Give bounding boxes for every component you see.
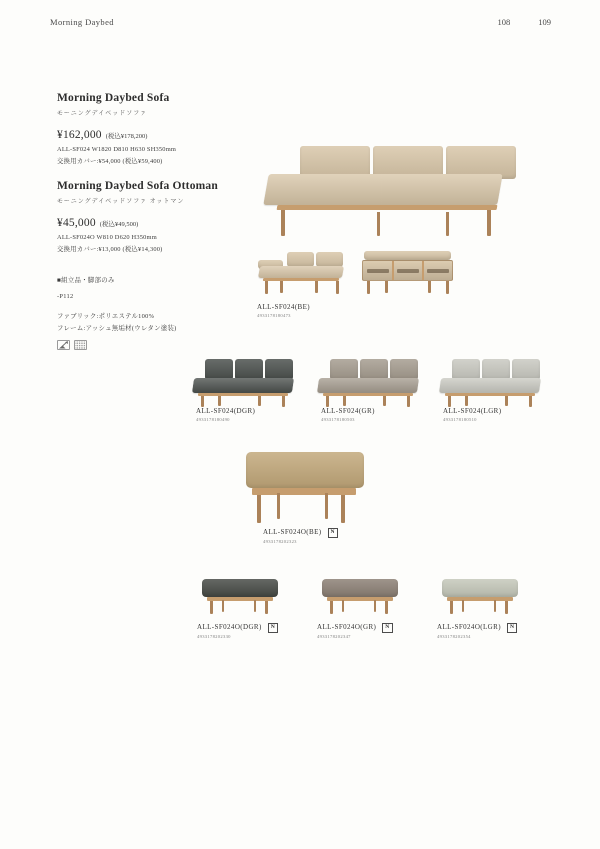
sofa-image-gr	[318, 357, 418, 407]
sofa-image-lgr	[440, 357, 540, 407]
sofa-thumb-back-be	[360, 249, 455, 297]
sofa-price-row	[57, 125, 252, 143]
product-ean: 4933178202347	[317, 634, 351, 640]
sofa-cover-price: 交換用カバー:¥54,000 (税込¥59,400)	[57, 158, 163, 165]
ottoman-product-name-jp: モーニングデイベッドソファ オットマン	[57, 199, 185, 205]
ottoman-price: ¥45,000	[57, 217, 96, 229]
ottoman-price-tax: (税込¥49,500)	[99, 221, 139, 228]
product-ean: 4933178202323	[263, 539, 297, 545]
cover-removable-icon	[57, 340, 70, 350]
fabric-swatch-icon	[74, 340, 87, 350]
page-numbers	[498, 17, 552, 27]
product-ean: 4933178180503	[321, 416, 355, 422]
product-ean: 4933178202354	[437, 634, 471, 640]
ottoman-price-row	[57, 213, 252, 231]
page-reference: -P112	[57, 293, 74, 300]
ottoman-image-dgr	[198, 577, 283, 617]
ottoman-cover-price: 交換用カバー:¥13,000 (税込¥14,300)	[57, 246, 163, 253]
ottoman-product-name: Morning Daybed Sofa Ottoman	[57, 180, 218, 192]
sofa-product-name-jp: モーニングデイベッドソファ	[57, 111, 148, 117]
product-code: ALL-SF024O(DGR) N	[197, 623, 278, 633]
product-ean: 4933178180490	[196, 416, 230, 422]
variant-label-sofa-lgr	[443, 407, 502, 422]
product-code: ALL-SF024O(BE) N	[263, 528, 338, 538]
sofa-thumb-angled-be	[257, 249, 347, 297]
ottoman-image-gr	[318, 577, 403, 617]
sofa-photo-main-be	[250, 136, 524, 238]
sofa-image-dgr	[193, 357, 293, 407]
new-badge: N	[328, 528, 338, 538]
fabric-note: ファブリック:ポリエステル100%	[57, 313, 155, 320]
ottoman-photo-main-be	[236, 448, 374, 528]
variant-label-ottoman-gr	[317, 623, 393, 639]
sofa-price: ¥162,000	[57, 129, 102, 141]
product-code: ALL-SF024(GR)	[321, 407, 375, 415]
product-ean: 4933178202330	[197, 634, 231, 640]
page-header-title: Morning Daybed	[50, 17, 114, 27]
product-code: ALL-SF024(BE)	[257, 303, 311, 311]
variant-label-sofa-dgr	[196, 407, 255, 422]
product-ean: 4933178180510	[443, 416, 477, 422]
new-badge: N	[382, 623, 392, 633]
new-badge: N	[268, 623, 278, 633]
ottoman-spec: ALL-SF024O W810 D620 H350mm	[57, 234, 157, 241]
variant-label-sofa-be	[257, 303, 310, 318]
variant-label-sofa-gr	[321, 407, 375, 422]
sofa-spec: ALL-SF024 W1820 D810 H630 SH350mm	[57, 146, 177, 153]
variant-label-ottoman-be	[263, 528, 338, 544]
frame-note: フレーム:アッシュ無垢材(ウレタン塗装)	[57, 325, 177, 332]
product-code: ALL-SF024O(LGR) N	[437, 623, 517, 633]
product-ean: 4933178180473	[257, 312, 291, 318]
product-info-column	[57, 92, 252, 350]
product-code: ALL-SF024(DGR)	[196, 407, 256, 415]
product-code: ALL-SF024(LGR)	[443, 407, 502, 415]
new-badge: N	[507, 623, 517, 633]
variant-label-ottoman-dgr	[197, 623, 278, 639]
variant-label-ottoman-lgr	[437, 623, 517, 639]
sofa-price-tax: (税込¥178,200)	[105, 133, 148, 140]
assembly-note: ■組立品・脚部のみ	[57, 277, 115, 284]
ottoman-image-lgr	[438, 577, 523, 617]
product-code: ALL-SF024O(GR) N	[317, 623, 393, 633]
feature-icons	[57, 340, 252, 350]
sofa-product-name: Morning Daybed Sofa	[57, 92, 170, 104]
page-number-right: 109	[538, 17, 551, 27]
page-number-left: 108	[497, 17, 511, 27]
